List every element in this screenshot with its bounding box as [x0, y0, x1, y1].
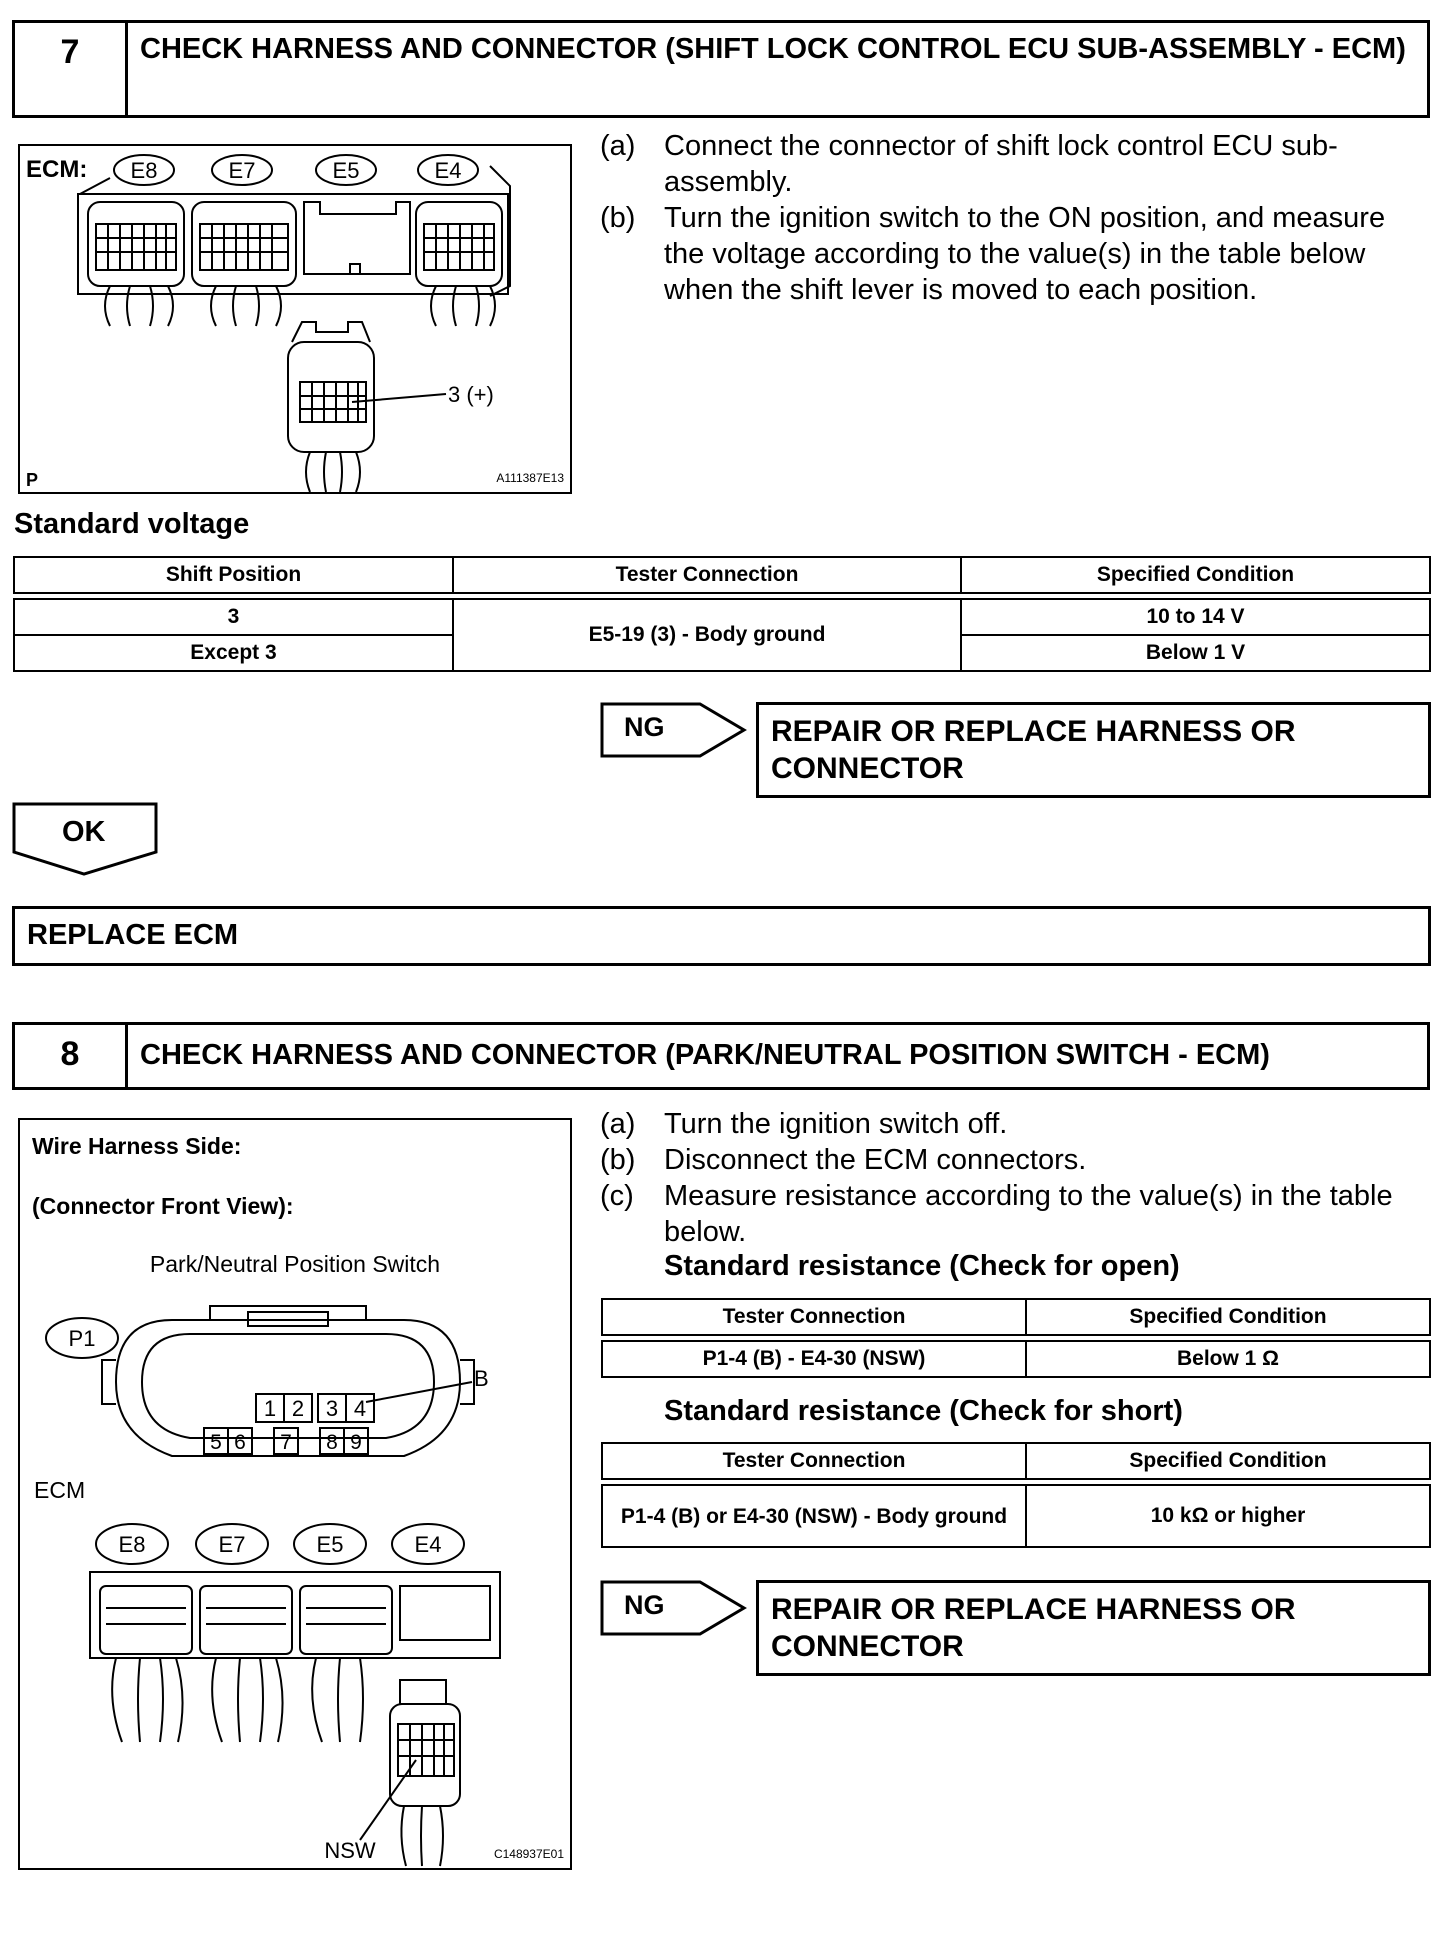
ng-arrow-shape — [600, 702, 748, 758]
ng-action-text: REPAIR OR REPLACE HARNESS OR CONNECTOR — [771, 715, 1296, 785]
ng-action-text: REPAIR OR REPLACE HARNESS OR CONNECTOR — [771, 1593, 1296, 1663]
connector-label-e5 — [294, 1524, 366, 1564]
step-number: 7 — [15, 23, 128, 115]
ecm-connector-figure — [18, 144, 572, 494]
ecm-label: ECM: — [26, 156, 88, 183]
svg-text:E5: E5 — [332, 158, 360, 183]
ng-action-box — [756, 1580, 1431, 1676]
figure-code: A111387E13 — [496, 471, 564, 485]
pin-label: 9 — [350, 1431, 362, 1454]
table-row — [14, 599, 1430, 635]
ng-arrow-shape — [600, 1580, 748, 1636]
shift-position-cell: Except 3 — [14, 635, 453, 671]
e5-harness-connector-drawing — [288, 322, 446, 492]
standard-voltage-table — [13, 556, 1431, 672]
condition-cell: Below 1 V — [961, 635, 1430, 671]
step-7-instructions — [600, 128, 1430, 308]
connector-front-view-label: (Connector Front View): — [32, 1193, 294, 1219]
step-number: 8 — [15, 1025, 128, 1087]
tester-connection-cell: P1-4 (B) - E4-30 (NSW) — [602, 1341, 1026, 1377]
pnp-switch-figure — [18, 1118, 572, 1870]
figure-code: C148937E01 — [493, 1847, 564, 1861]
condition-cell: Below 1 Ω — [1026, 1341, 1430, 1377]
header-specified-condition: Specified Condition — [1026, 1299, 1430, 1335]
open-check-table — [601, 1298, 1431, 1378]
b-label: B — [474, 1366, 489, 1391]
pin-label: 5 — [210, 1431, 222, 1454]
step-8-header — [12, 1022, 1430, 1090]
pin-3-label: 3 (+) — [448, 382, 494, 407]
connector-label-e8 — [96, 1524, 168, 1564]
condition-cell: 10 kΩ or higher — [1026, 1485, 1430, 1547]
switch-name-label: Park/Neutral Position Switch — [149, 1251, 441, 1277]
standard-voltage-heading: Standard voltage — [14, 508, 250, 540]
ecm-connector-e8-drawing — [88, 202, 184, 326]
tester-connection-cell: E5-19 (3) - Body ground — [453, 599, 961, 671]
ecm-block-drawing — [90, 1572, 500, 1742]
ng-label: NG — [624, 1590, 665, 1620]
replace-ecm-box — [12, 906, 1431, 966]
table-row — [602, 1341, 1430, 1377]
pin-label: 6 — [234, 1431, 246, 1454]
connector-label-e4 — [392, 1524, 464, 1564]
header-specified-condition: Specified Condition — [1026, 1443, 1430, 1479]
pin-label: 7 — [280, 1431, 292, 1454]
header-tester-connection: Tester Connection — [602, 1443, 1026, 1479]
header-specified-condition: Specified Condition — [961, 557, 1430, 593]
svg-text:E8: E8 — [130, 158, 158, 183]
wire-harness-side-label: Wire Harness Side: — [32, 1133, 242, 1159]
tester-connection-cell: P1-4 (B) or E4-30 (NSW) - Body ground — [602, 1485, 1026, 1547]
open-check-heading: Standard resistance (Check for open) — [664, 1250, 1180, 1282]
pin-label: 3 — [325, 1396, 339, 1421]
instruction-b: (b) Turn the ignition switch to the ON position, and measure the voltage according to the value(s) in the table below when the shift lever is moved to each position. — [600, 202, 1386, 306]
p1-label — [46, 1318, 118, 1358]
connector-label-e5 — [316, 155, 376, 185]
pin-label: 1 — [263, 1396, 277, 1421]
ecm-connector-e7-drawing — [192, 202, 296, 326]
ng-label: NG — [624, 712, 665, 742]
header-shift-position: Shift Position — [14, 557, 453, 593]
ecm-connector-diagram — [20, 146, 570, 492]
connector-label-e8 — [114, 155, 174, 185]
instruction-c: (c) Measure resistance according to the value(s) in the table below. — [600, 1180, 1393, 1248]
ng-action-box — [756, 702, 1431, 798]
ok-label: OK — [62, 816, 106, 848]
instruction-a: (a) Turn the ignition switch off. — [600, 1108, 1008, 1140]
corner-p-label: P — [26, 470, 39, 490]
ecm-socket-e5-drawing — [304, 202, 410, 274]
connector-label-e7 — [212, 155, 272, 185]
ecm-label: ECM — [34, 1477, 86, 1503]
short-check-heading: Standard resistance (Check for short) — [664, 1395, 1183, 1427]
connector-label-e4 — [418, 155, 478, 185]
condition-cell: 10 to 14 V — [961, 599, 1430, 635]
svg-text:P1: P1 — [68, 1326, 96, 1351]
table-row — [602, 1485, 1430, 1547]
svg-text:E8: E8 — [118, 1532, 146, 1557]
replace-ecm-text: REPLACE ECM — [27, 919, 239, 951]
header-tester-connection: Tester Connection — [602, 1299, 1026, 1335]
pin-label: 4 — [353, 1396, 367, 1421]
ecm-connector-e4-drawing — [416, 202, 502, 326]
pin-label: 2 — [291, 1396, 305, 1421]
step-title: CHECK HARNESS AND CONNECTOR (SHIFT LOCK CONTROL ECU SUB-ASSEMBLY - ECM) — [140, 33, 1406, 65]
svg-text:E7: E7 — [218, 1532, 246, 1557]
connector-label-e7 — [196, 1524, 268, 1564]
short-check-table — [601, 1442, 1431, 1548]
shift-position-cell: 3 — [14, 599, 453, 635]
pnp-switch-diagram — [20, 1120, 570, 1868]
step-8-instructions — [600, 1106, 1430, 1250]
instruction-a: (a) Connect the connector of shift lock control ECU sub-assembly. — [600, 130, 1338, 198]
svg-text:E5: E5 — [316, 1532, 344, 1557]
svg-text:E4: E4 — [414, 1532, 442, 1557]
step-title: CHECK HARNESS AND CONNECTOR (PARK/NEUTRAL POSITION SWITCH - ECM) — [140, 1039, 1270, 1071]
pin-label: 8 — [326, 1431, 338, 1454]
svg-text:E7: E7 — [228, 158, 256, 183]
svg-text:E4: E4 — [434, 158, 462, 183]
header-tester-connection: Tester Connection — [453, 557, 961, 593]
nsw-label: NSW — [324, 1838, 376, 1863]
step-7-header — [12, 20, 1430, 118]
instruction-b: (b) Disconnect the ECM connectors. — [600, 1144, 1087, 1176]
